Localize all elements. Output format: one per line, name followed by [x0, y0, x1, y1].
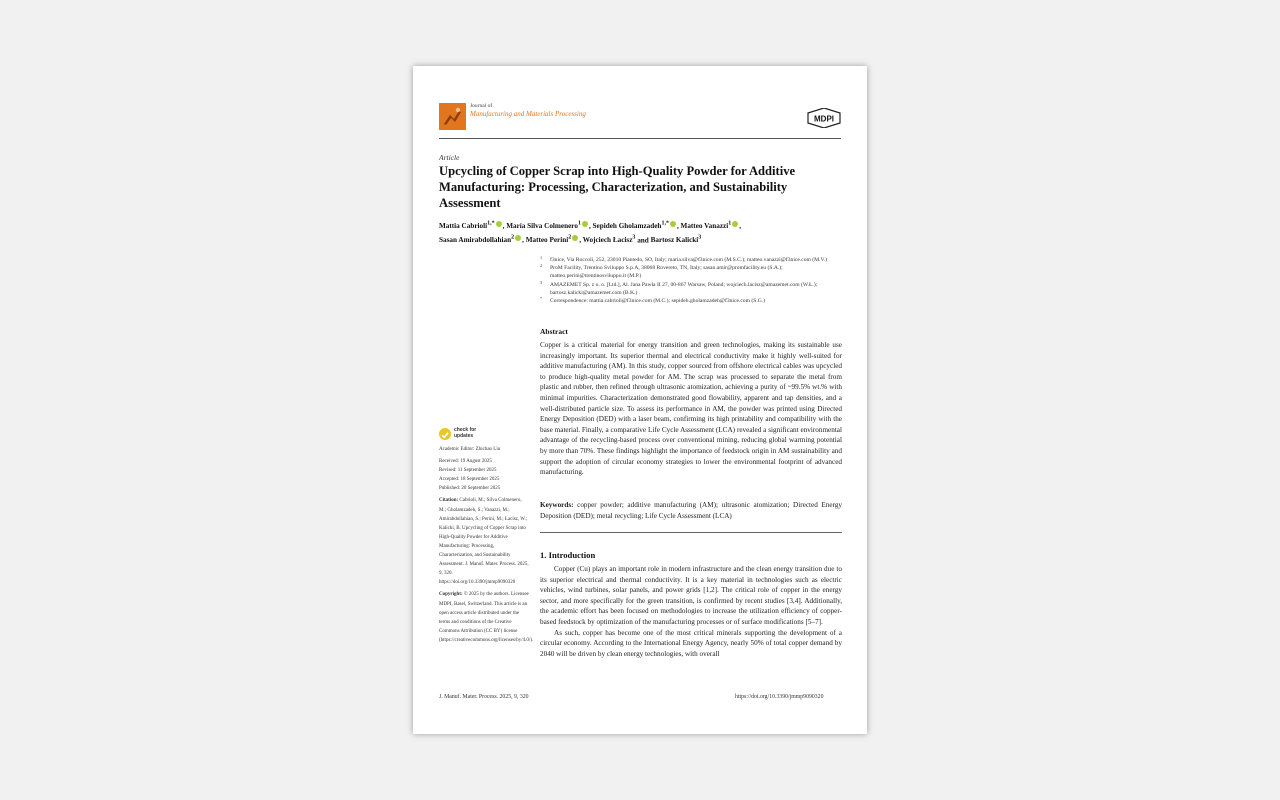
header-divider [439, 138, 841, 139]
author-name: Matteo Perini$^2$ , [525, 234, 582, 245]
journal-logo-icon [439, 103, 466, 130]
section-heading-introduction: 1. Introduction [540, 550, 596, 560]
abstract-divider [540, 532, 842, 533]
orcid-icon [515, 235, 521, 241]
received-date: Received: 19 August 2025 [439, 459, 492, 465]
orcid-icon [670, 221, 676, 227]
paragraph: Copper (Cu) plays an important role in modern infrastructure and the clean energy transition due to its superior electrical and thermal conductivity. It is a key material in technologies such as electric vehicles, wind turbines, solar panels, and power grids [1,2]. The critical role of copper in the energy sector, and more specifically for the green transition, is confirmed by recent studies [3,4]. Additionally, the academic effort has been focused on methodologies to increase the utilization efficiency of copper-based feedstock by optimization of the manufacturing processes or of surface modifications [5–7]. [540, 565, 842, 626]
author-list [439, 219, 841, 247]
orcid-icon [572, 235, 578, 241]
and-connector: and [637, 236, 649, 245]
affiliation-item: 2 ProM Facility, Trentino Sviluppo S.p.A, 38068 Rovereto, TN, Italy; sasan.amir@promfacility.eu (S.A.); matteo.perini@trentinosviluppo.it (M.P.) [540, 263, 783, 280]
paragraph: As such, copper has become one of the most critical minerals supporting the development of a circular economy. According to the International Energy Agency, nearly 50% of total copper demand by 2040 will be driven by clean energy technologies, with overall [540, 628, 842, 658]
keywords: Keywords: copper powder; additive manufacturing (AM); ultrasonic atomization; Directed Energy Deposition (DED); metal recycling; Life Cycle Assessment (LCA) [540, 501, 842, 520]
journal-name: Manufacturing and Materials Processing [470, 110, 586, 118]
author-name: Sasan Amirabdollahian$^2$ , [439, 234, 524, 245]
affiliation-item: * Correspondence: mattia.cabrioli@f3nice.com (M.C.); sepideh.gholamzadeh@f3nice.com (S.G.) [540, 296, 766, 305]
mdpi-logo-icon [807, 108, 841, 128]
orcid-icon [582, 221, 588, 227]
academic-editor: Academic Editor: Zhichao Liu [439, 447, 501, 452]
footer-doi-link[interactable]: https://doi.org/10.3390/jmmp9090320 [735, 694, 824, 700]
published-date: Published: 20 September 2025 [439, 486, 501, 492]
accepted-date: Accepted: 18 September 2025 [439, 477, 500, 483]
affiliation-item: 3 AMAZEMET Sp. z o. o. [Ltd.], Al. Jana Pawła II 27, 00-867 Warsaw, Poland; wojciech.lacisz@amazemet.com (W.Ł.); bartosz.kalicki@amazemet.com (B.K.) [540, 279, 818, 296]
citation: Citation: Cabrioli, M.; Silva Colmenero, M.; Gholamzadeh, S.; Vanazzi, M.; Amirabdollahian, S.; Perini, M.; Łacisz, W.; Kalicki, B. Upcycling of Copper Scrap into High-Quality Powder for Additive Manufacturing: Processing, Characterization, and Sustainability Assessment. J. Manuf. Mater. Process. 2025, 9, 320. https://doi.org/10.3390/jmmp9090320 [439, 498, 529, 586]
check-for-updates-button[interactable]: check for updates [439, 428, 499, 442]
author-name: Matteo Vanazzi$^1$ , [680, 221, 742, 231]
orcid-icon [496, 221, 502, 227]
check-updates-icon [439, 428, 451, 440]
abstract-heading: Abstract [540, 327, 568, 336]
orcid-icon [732, 221, 738, 227]
article-info-sidebar [439, 445, 534, 645]
article-type-label: Article [439, 153, 460, 162]
copyright: Copyright: © 2025 by the authors. Licensee MDPI, Basel, Switzerland. This article is an open access article distributed under the terms and conditions of the Creative Commons Attribution (CC BY) license (https://creativecommons.org/licenses/by/4.0/). [439, 592, 534, 643]
affiliation-item: 1 f3nice, Via Roccoli, 252, 23010 Piantedo, SO, Italy; maria.silva@f3nice.com (M.S.C.); matteo.vanazzi@f3nice.com (M.V.) [540, 255, 828, 263]
paper-page [413, 66, 867, 734]
author-name: Sepideh Gholamzadeh$^{1,*}$ , [592, 221, 679, 231]
author-name: Mattia Cabrioli$^{1,*}$ , [439, 221, 505, 231]
affiliations [540, 256, 840, 305]
author-name: María Silva Colmenero$^1$ , [506, 221, 591, 231]
author-name: Wojciech Łacisz$^3$ [582, 234, 636, 245]
footer-citation: J. Manuf. Mater. Process. 2025, 9, 320 [439, 694, 529, 700]
paper-title: Upcycling of Copper Scrap into High-Quality Powder for Additive Manufacturing: Processing, Characterization, and Sustainability Assessment [439, 164, 796, 210]
author-name: Bartosz Kalicki$^3$ [650, 234, 702, 245]
revised-date: Revised: 11 September 2025 [439, 468, 497, 474]
abstract-text: Copper is a critical material for energy transition and green technologies, making its sustainable use increasingly important. Its superior thermal and electrical conductivity make it highly well-suited for additive manufacturing (AM). In this study, copper sourced from offshore electrical cables was upcycled to produce high-quality metal powder for AM. The scrap was processed to separate the metal from plastic and rubber, then refined through ultrasonic atomization, achieving a purity of ~99.5% wt.% with minimal impurities. Characterization demonstrated good flowability, apparent and tap densities, and a well-distributed particle size. To assess its performance in AM, the powder was printed using Directed Energy Deposition (DED) with a laser beam, confirming its high printability and compatibility with the base material. Finally, a comparative Life Cycle Assessment (LCA) revealed a significant environmental advantage of the recycling-based process over conventional mining, reducing global warming potential by more than 70%. These findings highlight the importance of feedstock origin in AM sustainability and support the adoption of circular economy strategies to lower the environmental footprint of advanced manufacturing. [540, 341, 842, 477]
publisher-name: MDPI [814, 114, 834, 124]
journal-of-label: Journal of [470, 103, 493, 109]
introduction-text [540, 564, 842, 659]
